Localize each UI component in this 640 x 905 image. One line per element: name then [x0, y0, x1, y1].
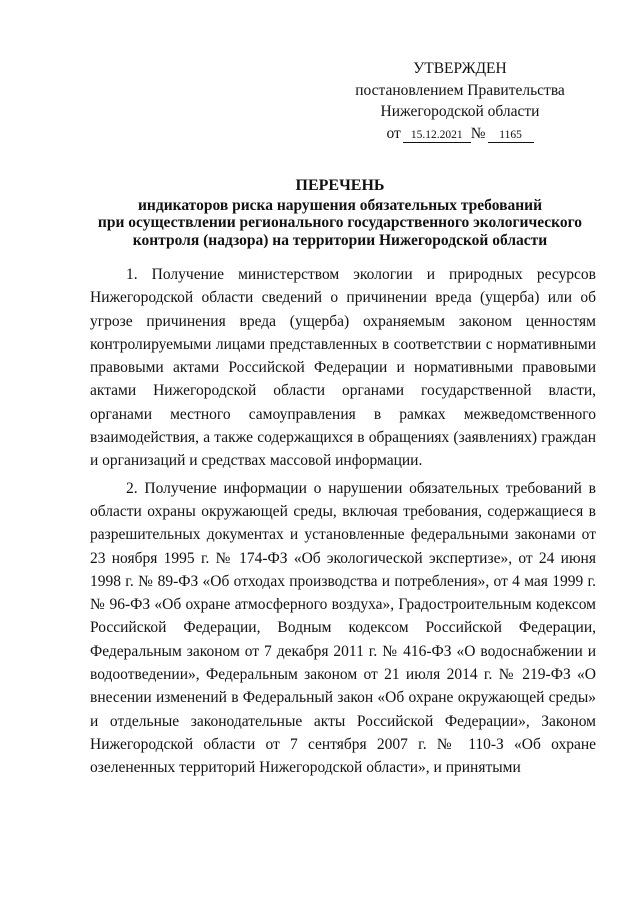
approval-status: УТВЕРЖДЕН	[413, 60, 507, 77]
document-title: ПЕРЕЧЕНЬ	[295, 177, 385, 194]
approval-number: 1165	[488, 129, 534, 143]
heading-line-3: контроля (надзора) на территории Нижегородской области	[132, 231, 548, 249]
heading-line-2: при осуществлении регионального государственного экологического	[97, 214, 583, 231]
approval-date-line	[340, 123, 580, 145]
number-sign: №	[470, 124, 486, 142]
approval-block	[340, 58, 580, 144]
heading-line-1: индикаторов риска нарушения обязательных требований	[138, 196, 542, 214]
document-heading	[90, 177, 590, 249]
approval-date: 15.12.2021	[403, 129, 471, 143]
approval-issuer-line2: Нижегородской области	[380, 103, 540, 120]
document-body	[90, 263, 596, 780]
approval-issuer-line1: постановлением Правительства	[355, 81, 565, 99]
paragraph-1: 1. Получение министерством экологии и природных ресурсов Нижегородской области сведений о причинении вреда (ущерба) или об угрозе причинения вреда (ущерба) охраняемым законом ценностям контролируемыми лицами представленных в соответствии с нормативными правовыми актами Российской Федерации и нормативными правовыми актами Нижегородской области органами государственной власти, органами местного самоуправления в рамках межведомственного взаимодействия, а также содержащихся в обращениях (заявлениях) граждан и организаций и средствах массовой информации.	[90, 266, 596, 470]
date-prefix: от	[386, 124, 401, 142]
paragraph-2: 2. Получение информации о нарушении обязательных требований в области охраны окружающей среды, включая требования, содержащиеся в разрешительных документах и установленные федеральными законами от 23 ноября 1995 г. № 174-ФЗ «Об экологической экспертизе», от 24 июня 1998 г. № 89-ФЗ «Об отходах производства и потребления», от 4 мая 1999 г. № 96-ФЗ «Об охране атмосферного воздуха», Градостроительным кодексом Российской Федерации, Водным кодексом Российской Федерации, Федеральным законом от 7 декабря 2011 г. № 416-ФЗ «О водоснабжении и водоотведении», Федеральным законом от 21 июля 2014 г. № 219-ФЗ «О внесении изменений в Федеральный закон «Об охране окружающей среды» и отдельные законодательные акты Российской Федерации», Законом Нижегородской области от 7 сентября 2007 г. № 110-З «Об охране озелененных территорий Нижегородской области», и принятыми	[90, 479, 596, 777]
